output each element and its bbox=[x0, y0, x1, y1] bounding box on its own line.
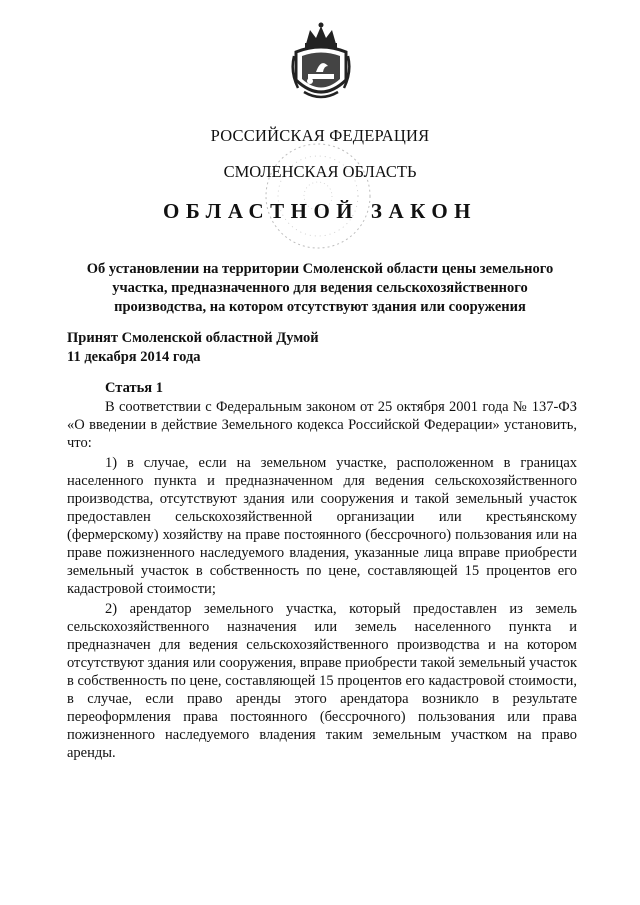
region-heading: СМОЛЕНСКАЯ ОБЛАСТЬ bbox=[223, 162, 417, 181]
law-title: Об установлении на территории Смоленской области цены земельного участка, предназначенного для ведения сельскохозяйственного производства, на котором отсутствуют здания или сооружения bbox=[86, 261, 554, 315]
article-body bbox=[67, 398, 577, 762]
adoption-block bbox=[67, 329, 319, 367]
article-heading: Статья 1 bbox=[105, 380, 163, 396]
adoption-date: 11 декабря 2014 года bbox=[67, 349, 201, 365]
round-seal-stamp bbox=[262, 140, 374, 252]
adoption-line-1: Принят Смоленской областной Думой bbox=[67, 330, 319, 346]
article-intro-paragraph: В соответствии с Федеральным законом от 25 октября 2001 года № 137-ФЗ «О введении в действие Земельного кодекса Российской Федерации» установить, что: bbox=[67, 399, 577, 451]
country-heading: РОССИЙСКАЯ ФЕДЕРАЦИЯ bbox=[210, 126, 430, 145]
article-item-1: 1) в случае, если на земельном участке, расположенном в границах населенного пункта и предназначенном для ведения сельскохозяйственного производства, отсутствуют здания или сооружения и такой земельный участок предоставлен сельскохозяйственной организации или крестьянскому (фермерскому) хозяйству на праве постоянного (бессрочного) пользования или на праве пожизненного наследуемого владения, указанные лица вправе приобрести земельный участок в собственность по цене, составляющей 15 процентов его кадастровой стоимости; bbox=[67, 455, 577, 597]
coat-of-arms-emblem bbox=[290, 22, 352, 104]
article-item-2: 2) арендатор земельного участка, который предоставлен из земель сельскохозяйственного назначения или земель населенного пункта и предназначен для ведения сельскохозяйственного производства и на котором отсутствуют здания или сооружения, вправе приобрести такой земельный участок в собственность по цене, составляющей 15 процентов его кадастровой стоимости, в случае, если право аренды этого арендатора возникло в результате переоформления права постоянного (бессрочного) пользования или права пожизненного наследуемого владения таким земельным участком на право аренды. bbox=[67, 601, 577, 761]
document-type-heading: ОБЛАСТНОЙ ЗАКОН bbox=[162, 199, 477, 223]
